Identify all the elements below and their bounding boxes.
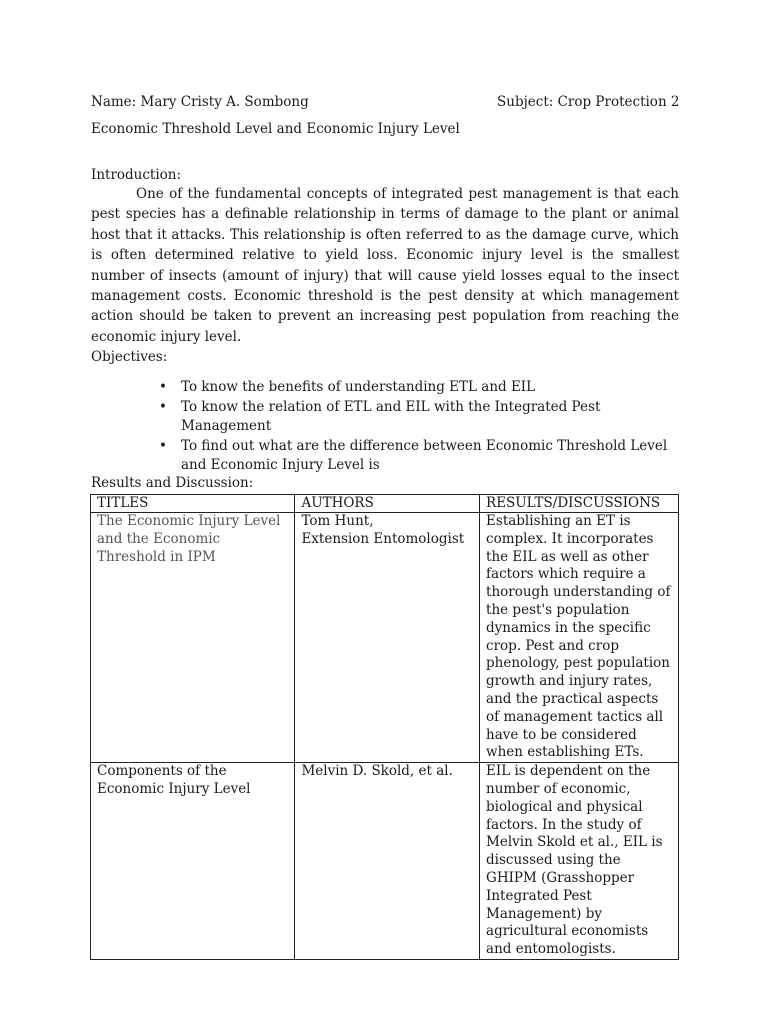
row-result: Establishing an ET is complex. It incorporates the EIL as well as other factors which require a thorough understanding of the pest's population dynamics in the specific crop. Pest and crop phenology, pest population growth and injury rates, and the practical aspects of management tactics all have to be considered when establishing ETs. — [480, 513, 679, 763]
objectives-list — [155, 378, 685, 476]
header-line — [91, 93, 680, 111]
results-table — [90, 494, 679, 960]
objective-text: To know the relation of ETL and EIL with the Integrated Pest Management — [181, 398, 601, 434]
author-name: Tom Hunt, — [301, 513, 374, 529]
objectives-heading: Objectives: — [91, 349, 168, 365]
row-title: Components of the Economic Injury Level — [91, 763, 295, 960]
author-role: Extension Entomologist — [301, 530, 465, 547]
bullet-icon: • — [159, 437, 167, 454]
objective-item — [155, 378, 685, 398]
introduction-paragraph: One of the fundamental concepts of integrated pest management is that each pest species has a definable relationship in terms of damage to the plant or animal host that it attacks. This relationship is often referred to as the damage curve, which is often determined relative to yield loss. Economic injury level is the smallest number of insects (amount of injury) that will cause yield losses equal to the insect management costs. Economic threshold is the pest density at which management action should be taken to prevent an increasing pest population from reaching the economic injury level. — [91, 186, 679, 345]
objective-text: To know the benefits of understanding ETL and EIL — [181, 379, 536, 395]
row-title: The Economic Injury Level and the Economic Threshold in IPM — [91, 513, 295, 763]
column-header-titles: TITLES — [91, 495, 295, 513]
student-name: Name: Mary Cristy A. Sombong — [91, 94, 309, 110]
objective-text: To find out what are the difference between Economic Threshold Level and Economic Injury Level is — [181, 437, 668, 473]
table-header-row — [91, 495, 679, 513]
bullet-icon: • — [159, 379, 167, 395]
column-header-authors: AUTHORS — [295, 495, 480, 513]
row-author — [295, 763, 480, 960]
subject-label: Subject: Crop Protection 2 — [497, 94, 680, 110]
bullet-icon: • — [159, 398, 167, 415]
results-heading: Results and Discussion: — [91, 475, 254, 491]
column-header-results: RESULTS/DISCUSSIONS — [480, 495, 679, 513]
table-row — [91, 513, 679, 763]
objective-item — [155, 398, 685, 437]
table-row — [91, 763, 679, 960]
row-result: EIL is dependent on the number of economic, biological and physical factors. In the study of Melvin Skold et al., EIL is discussed using the GHIPM (Grasshopper Integrated Pest Management) by agricultural economists and entomologists. — [480, 763, 679, 960]
document-title: Economic Threshold Level and Economic Injury Level — [91, 121, 460, 137]
introduction-heading: Introduction: — [91, 167, 182, 183]
objective-item — [155, 437, 685, 476]
row-author — [295, 513, 480, 763]
author-name: Melvin D. Skold, et al. — [301, 763, 453, 780]
